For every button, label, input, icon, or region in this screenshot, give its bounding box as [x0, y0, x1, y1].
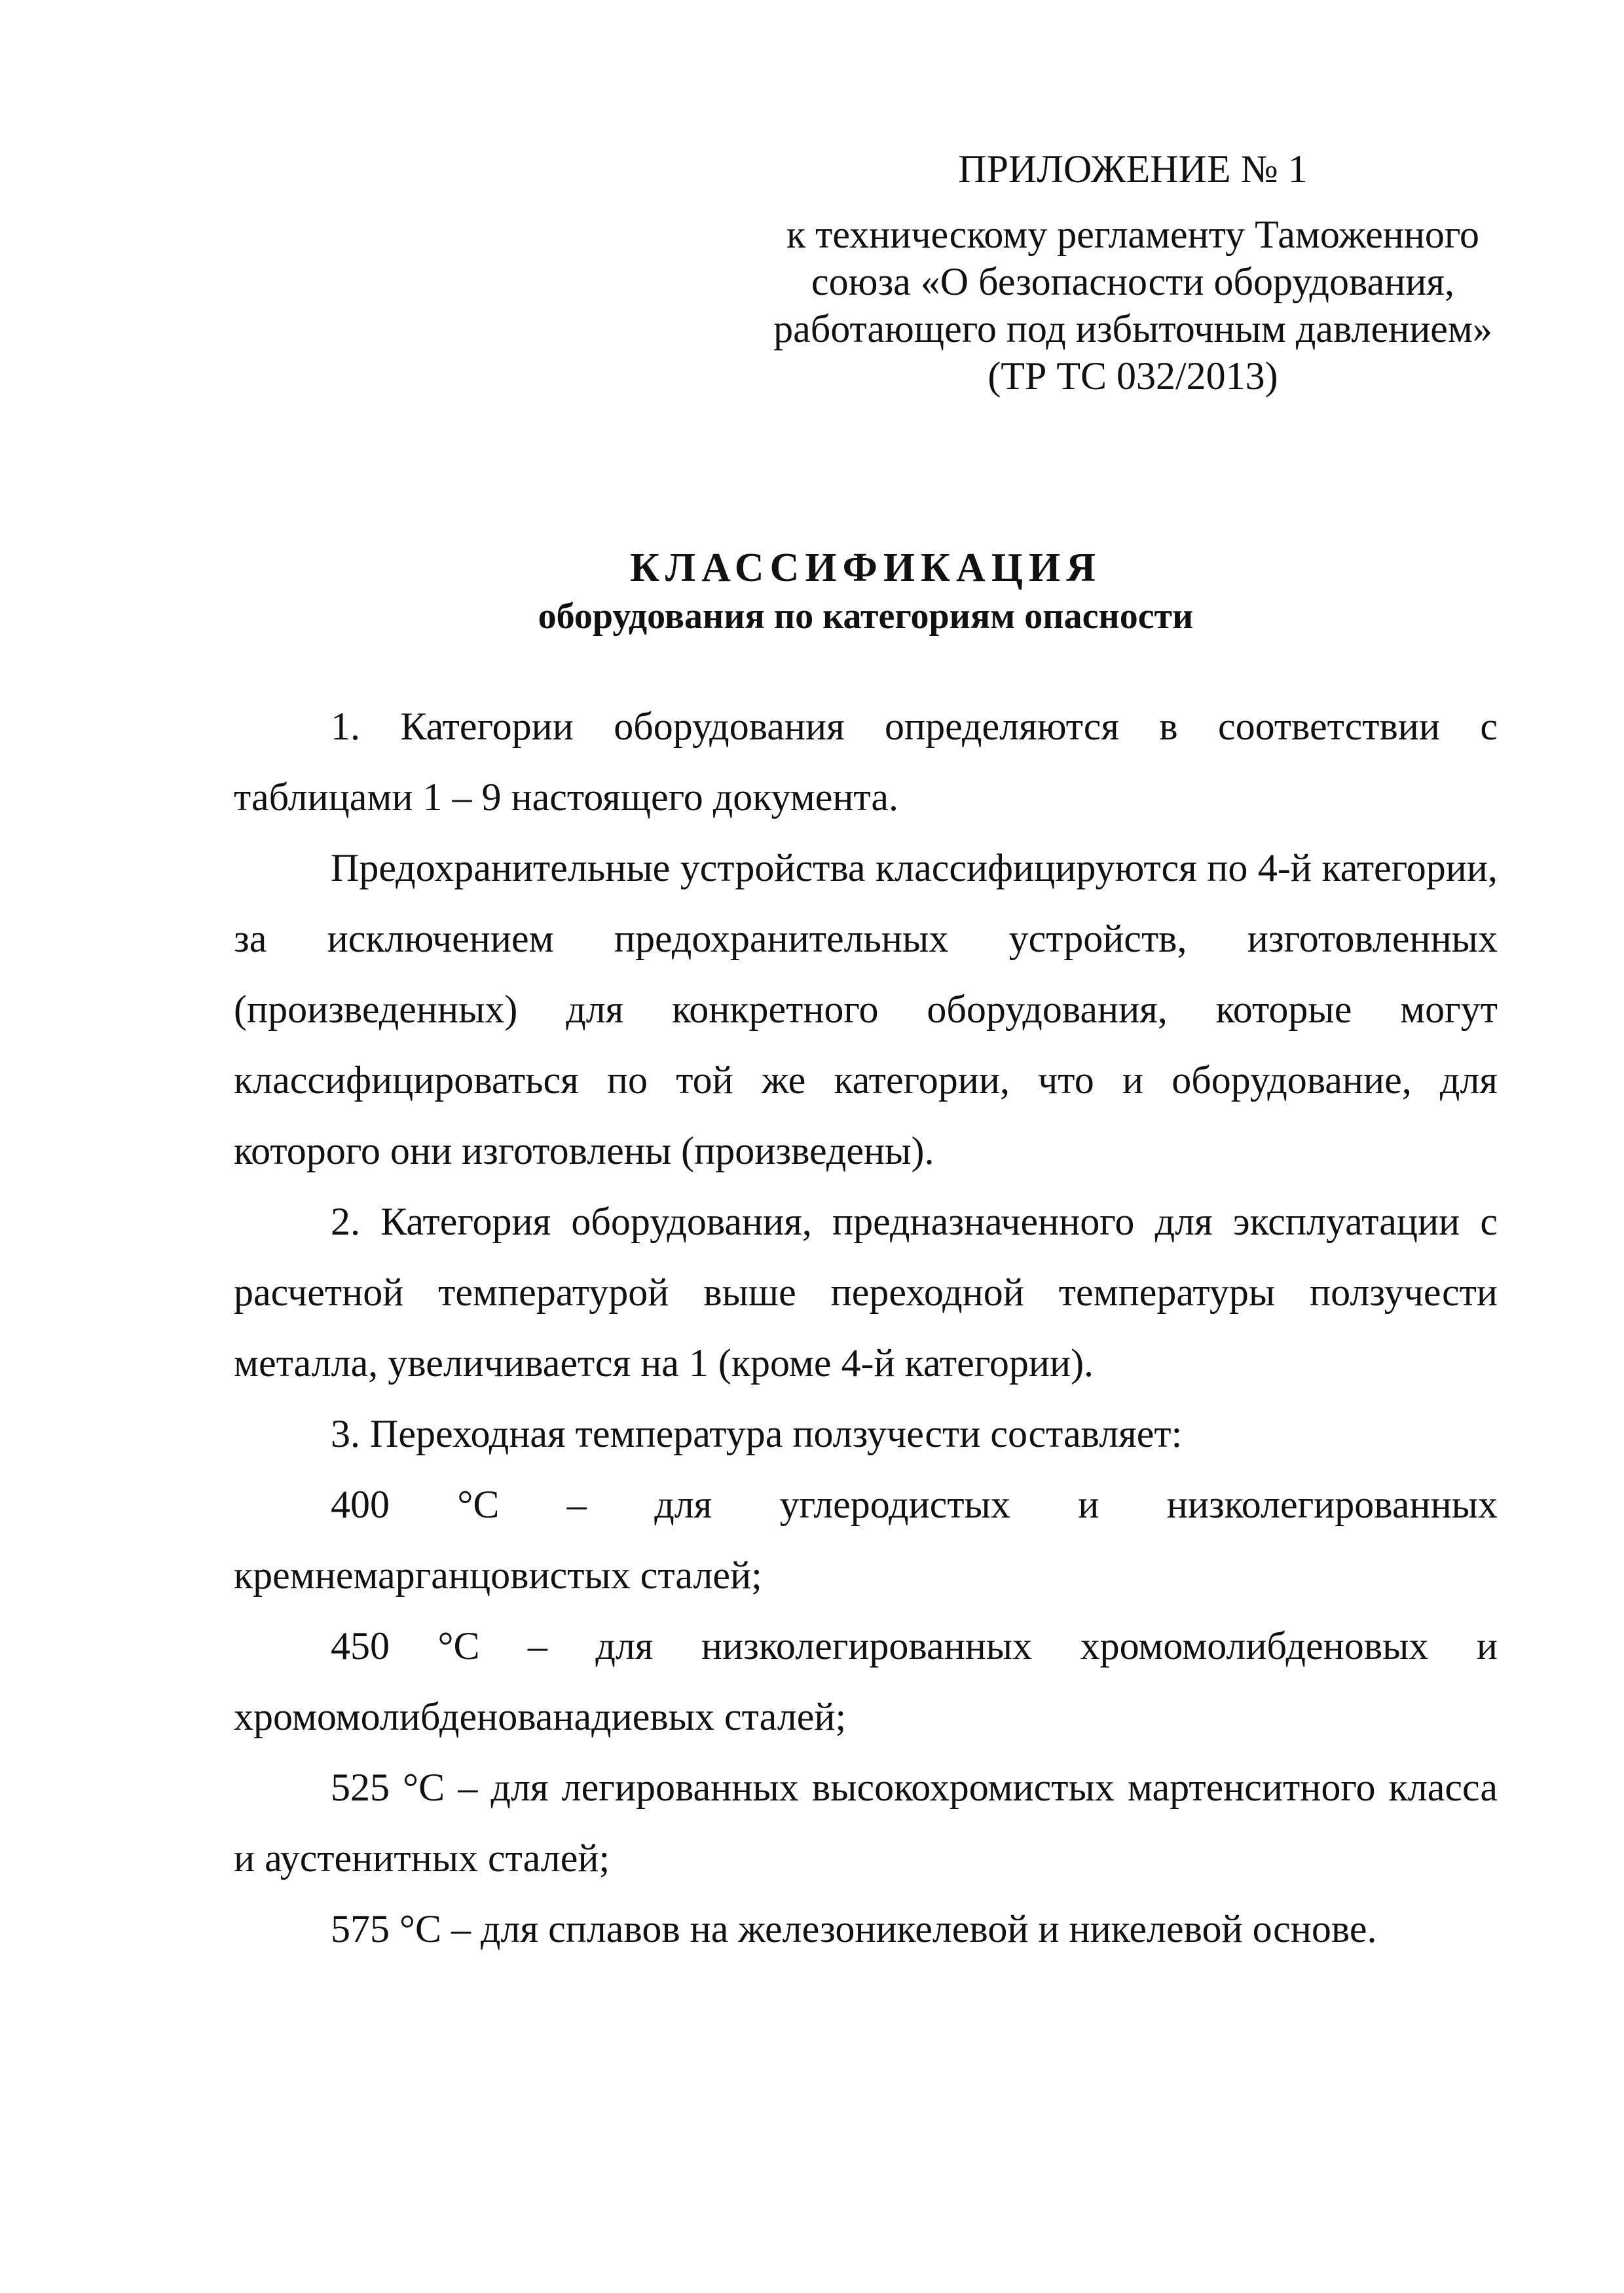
paragraph-1: 1. Категории оборудования определяются в соответствии с таблицами 1 – 9 настоящего документа. — [234, 705, 1498, 819]
appendix-number: ПРИЛОЖЕНИЕ № 1 — [958, 147, 1308, 191]
paragraph-4: 3. Переходная температура ползучести составляет: — [331, 1412, 1183, 1455]
paragraph-8: 575 °С – для сплавов на железоникелевой и никелевой основе. — [331, 1907, 1377, 1950]
appendix-header — [747, 145, 1519, 400]
paragraph-3: 2. Категория оборудования, предназначенного для эксплуатации с расчетной температурой выше переходной температуры ползучести металла, увеличивается на 1 (кроме 4-й категории). — [234, 1200, 1498, 1385]
document-body — [234, 691, 1498, 1964]
paragraph-6: 450 °С – для низколегированных хромомолибденовых и хромомолибденованадиевых сталей; — [234, 1624, 1498, 1738]
appendix-line-1: к техническому регламенту Таможенного — [786, 213, 1480, 256]
title-main: КЛАССИФИКАЦИЯ — [629, 546, 1102, 590]
appendix-line-4: (ТР ТС 032/2013) — [987, 354, 1278, 398]
paragraph-7: 525 °С – для легированных высокохромистых мартенситного класса и аустенитных сталей; — [234, 1766, 1498, 1880]
paragraph-5: 400 °С – для углеродистых и низколегированных кремнемарганцовистых сталей; — [234, 1483, 1498, 1597]
title-subtitle: оборудования по категориям опасности — [538, 596, 1194, 637]
appendix-line-3: работающего под избыточным давлением» — [773, 307, 1492, 350]
appendix-line-2: союза «О безопасности оборудования, — [811, 260, 1454, 303]
document-title — [234, 544, 1498, 639]
paragraph-2: Предохранительные устройства классифицируются по 4-й категории, за исключением предохранительных устройств, изготовленных (произведенных) для конкретного оборудования, которые могут классифицироваться по той же категории, что и оборудование, для которого они изготовлены (произведены). — [234, 846, 1498, 1172]
